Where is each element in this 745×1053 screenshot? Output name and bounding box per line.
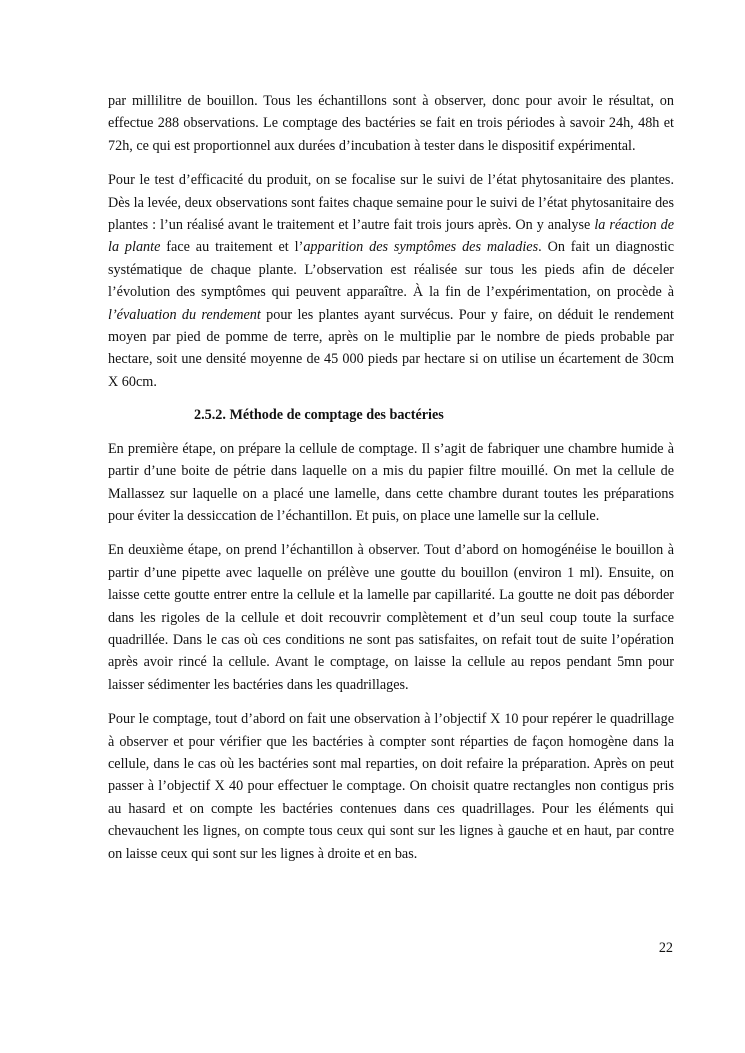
emphasis-disease-symptoms: apparition des symptômes des maladies <box>303 239 539 256</box>
page-number: 22 <box>658 940 673 956</box>
paragraph-efficacy-test <box>108 169 674 393</box>
emphasis-yield-evaluation: l’évaluation du rendement <box>108 306 261 323</box>
paragraph-counting: Pour le comptage, tout d’abord on fait une observation à l’objectif X 10 pour repérer le quadrillage à observer et pour vérifier que les bactéries à compter sont réparties de façon homogène dans la cellule, dans le cas où les bactéries sont mal reparties, on doit refaire la préparation. Après on peut passer à l’objectif X 40 pour effectuer le comptage. On choisit quatre rectangles non contigus pris au hasard et on compte les bactéries contenues dans ces quadrillages. Pour les éléments qui chevauchent les lignes, on compte tous ceux qui sont sur les lignes à gauche et en haut, par contre on laisse ceux qui sont sur les lignes à droite et en bas. <box>108 711 674 862</box>
paragraph-text: pour les plantes ayant survécus. Pour y faire, on déduit le rendement moyen par pied de pomme de terre, après on le multiplie par le nombre de pieds probable par hectare, soit une densité moyenne de 45 000 pieds par hectare si on utilise un écartement de 30cm X 60cm. <box>108 306 674 390</box>
body-text <box>108 90 674 865</box>
paragraph-bouillon-observations: par millilitre de bouillon. Tous les échantillons sont à observer, donc pour avoir le résultat, on effectue 288 observations. Le comptage des bactéries se fait en trois périodes à savoir 24h, 48h et 72h, ce qui est proportionnel aux durées d’incubation à tester dans le dispositif expérimental. <box>108 93 674 154</box>
paragraph-first-step: En première étape, on prépare la cellule de comptage. Il s’agit de fabriquer une chambre humide à partir d’une boite de pétrie dans laquelle on a mis du papier filtre mouillé. On met la cellule de Mallassez sur laquelle on a placé une lamelle, dans cette chambre durant toutes les préparations pour éviter la dessiccation de l’échantillon. Et puis, on place une lamelle sur la cellule. <box>108 440 674 524</box>
section-heading: 2.5.2. Méthode de comptage des bactéries <box>194 407 444 424</box>
paragraph-text: . On fait un diagnostic systématique de chaque plante. L’observation est réalisée sur tous les pieds afin de déceler l’évolution des symptômes qui peuvent apparaître. À la fin de l’expérimentation, on procède à <box>108 239 675 301</box>
paragraph-second-step: En deuxième étape, on prend l’échantillon à observer. Tout d’abord on homogénéise le bouillon à partir d’une pipette avec laquelle on prélève une goutte du bouillon (environ 1 ml). Ensuite, on laisse cette goutte entrer entre la cellule et la lamelle par capillarité. La goutte ne doit pas déborder dans les rigoles de la cellule et doit recouvrir complètement et d’un seul coup toute la surface quadrillée. Dans le cas où ces conditions ne sont pas satisfaites, on refait tout de suite l’opération après avoir rincé la cellule. Avant le comptage, on laisse la cellule au repos pendant 5mn pour laisser sédimenter les bactéries dans les quadrillages. <box>108 542 674 693</box>
paragraph-text: face au traitement et l’ <box>160 239 304 256</box>
emphasis-plant-reaction: la réaction de la plante <box>108 217 674 256</box>
paragraph-text: Pour le test d’efficacité du produit, on se focalise sur le suivi de l’état phytosanitaire des plantes. Dès la levée, deux observations sont faites chaque semaine pour le suivi de l’état phytosanitaire des plantes : l’un réalisé avant le traitement et l’autre fait trois jours après. On y analyse <box>108 172 674 234</box>
